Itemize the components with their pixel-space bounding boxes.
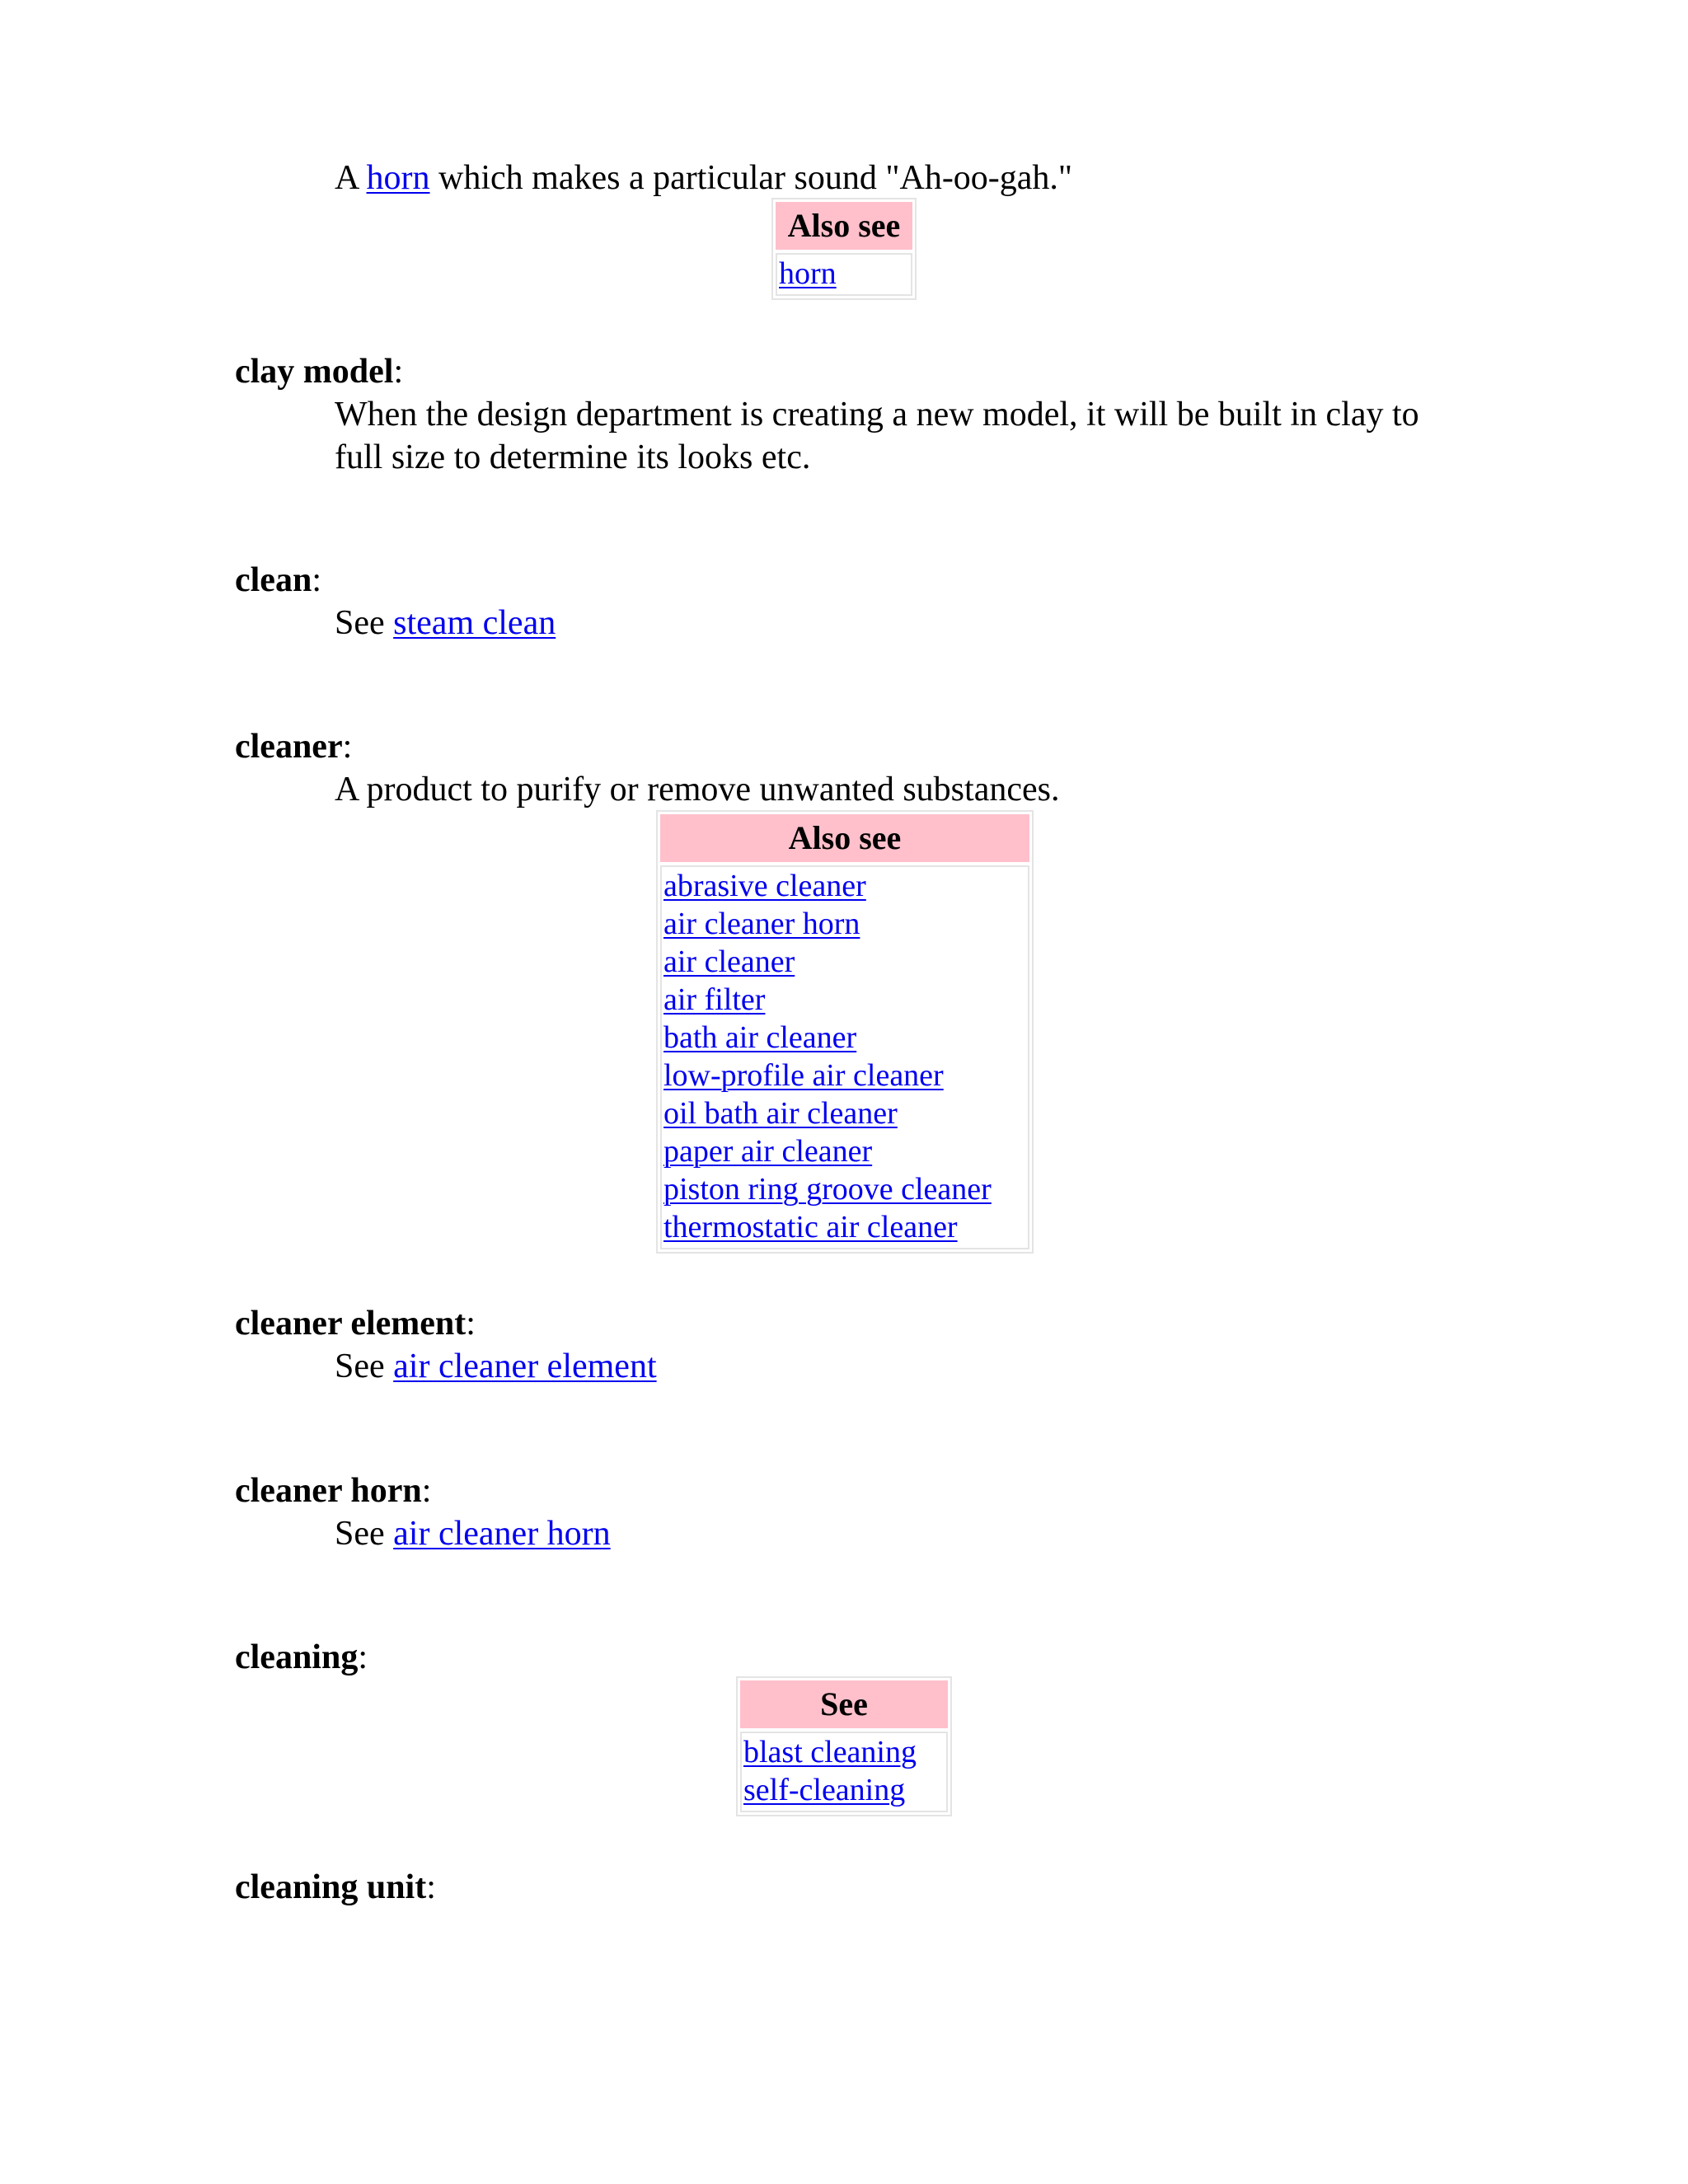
also-see-link-horn[interactable]: horn [779, 256, 837, 291]
also-see-list [776, 253, 912, 296]
definition-clay-model: When the design department is creating a new model, it will be built in clay to full size to determine its looks etc. [335, 396, 1419, 476]
term-cleaner-element [235, 1302, 476, 1345]
see-link-self-cleaning[interactable]: self-cleaning [743, 1773, 906, 1807]
also-see-link-thermostatic-air-cleaner[interactable]: thermostatic air cleaner [663, 1210, 958, 1244]
term-colon: : [312, 561, 321, 599]
term-cleaner-horn [235, 1469, 431, 1512]
definition-cleaner-element [335, 1345, 657, 1388]
term-cleaning-unit [235, 1866, 436, 1909]
term-cleaner [235, 725, 352, 768]
term-colon: : [426, 1868, 436, 1906]
term-label: cleaning [235, 1638, 359, 1676]
term-label: clay model [235, 353, 394, 391]
term-label: cleaning unit [235, 1868, 427, 1906]
term-colon: : [421, 1472, 432, 1510]
also-see-link-abrasive-cleaner[interactable]: abrasive cleaner [663, 869, 866, 903]
link-air-cleaner-element[interactable]: air cleaner element [393, 1347, 657, 1385]
also-see-header: Also see [660, 814, 1029, 862]
term-clean [235, 559, 321, 602]
also-see-box-cleaner [656, 810, 1034, 1254]
link-horn[interactable]: horn [366, 159, 430, 197]
also-see-box-horn [771, 198, 917, 300]
definition-prefix: A [335, 159, 367, 197]
also-see-link-piston-ring-groove-cleaner[interactable]: piston ring groove cleaner [663, 1172, 992, 1207]
also-see-link-low-profile-air-cleaner[interactable]: low-profile air cleaner [663, 1058, 944, 1093]
definition-suffix: which makes a particular sound "Ah-oo-gah." [429, 159, 1073, 197]
see-box-cleaning [736, 1676, 952, 1816]
also-see-link-oil-bath-air-cleaner[interactable]: oil bath air cleaner [663, 1096, 898, 1131]
see-header: See [740, 1680, 948, 1728]
link-air-cleaner-horn[interactable]: air cleaner horn [393, 1515, 611, 1553]
also-see-link-air-filter[interactable]: air filter [663, 982, 766, 1017]
definition-cleaner: A product to purify or remove unwanted substances. [335, 771, 1060, 808]
see-prefix: See [335, 604, 394, 642]
term-label: clean [235, 561, 312, 599]
also-see-link-paper-air-cleaner[interactable]: paper air cleaner [663, 1134, 873, 1169]
term-label: cleaner element [235, 1305, 467, 1343]
term-label: cleaner horn [235, 1472, 422, 1510]
also-see-header: Also see [776, 202, 912, 250]
also-see-link-air-cleaner[interactable]: air cleaner [663, 944, 795, 979]
also-see-list [660, 865, 1029, 1249]
also-see-link-air-cleaner-horn[interactable]: air cleaner horn [663, 907, 860, 941]
term-colon: : [342, 728, 353, 766]
see-prefix: See [335, 1515, 394, 1553]
see-prefix: See [335, 1347, 394, 1385]
term-cleaning [235, 1636, 368, 1679]
definition-cleaner-horn [335, 1512, 611, 1555]
link-steam-clean[interactable]: steam clean [393, 604, 556, 642]
also-see-link-bath-air-cleaner[interactable]: bath air cleaner [663, 1020, 857, 1055]
term-label: cleaner [235, 728, 343, 766]
term-colon: : [358, 1638, 368, 1676]
term-colon: : [466, 1305, 476, 1343]
term-clay-model [235, 350, 403, 393]
definition-horn-sound [335, 157, 1072, 199]
see-list [740, 1732, 948, 1812]
term-colon: : [393, 353, 404, 391]
definition-clean [335, 602, 556, 644]
see-link-blast-cleaning[interactable]: blast cleaning [743, 1735, 917, 1769]
